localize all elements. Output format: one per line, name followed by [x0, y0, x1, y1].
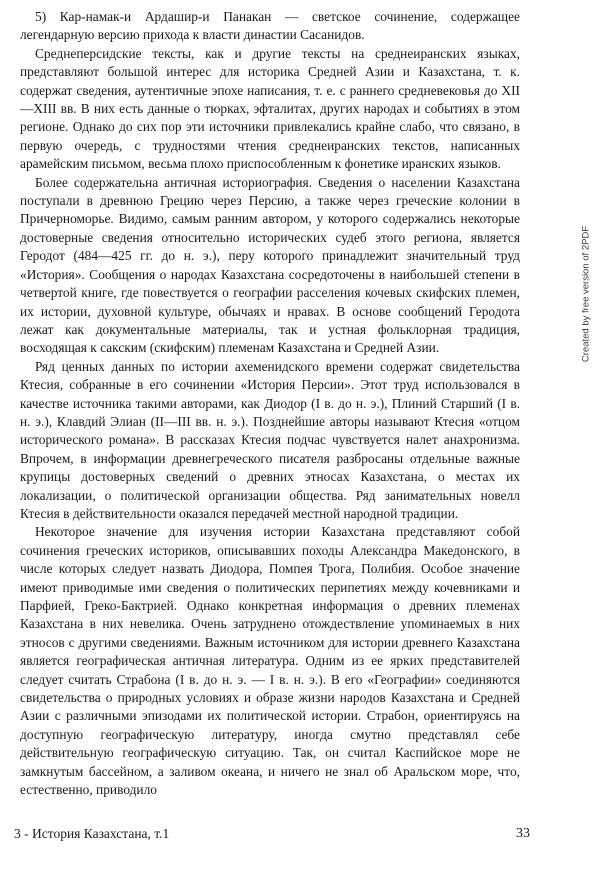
page-number: 33 [516, 826, 530, 841]
paragraph-middle-persian-texts: Среднеперсидские тексты, как и другие тексты на среднеиранских языках, представляют большой интерес для историка Средней Азии и Казахстана, т. к. содержат сведения, аутентичные эпохе написания, т. е. с раннего средневековья до XII—XIII вв. В них есть данные о тюрках, эфталитах, других народах и событиях в этом регионе. Однако до сих пор эти источники привлекались крайне слабо, что связано, в первую очередь, с трудностями чтения среднеиранских текстов, написанных арамейским письмом, весьма плохо приспособленным к фонетике иранских языков. [20, 45, 520, 172]
footer-signature: 3 - История Казахстана, т.1 [14, 826, 170, 841]
paragraph-greek-historians: Некоторое значение для изучения истории Казахстана представляют собой сочинения греческих историков, описывавших походы Александра Македонского, в числе которых следует назвать Диодора, Помпея Трога, Полибия. Особое значение имеют приводимые ими сведения о политических перипетиях между кочевниками и Парфией, Греко-Бактрией. Однако конкретная информация о древних племенах Казахстана в них невелика. Очень затруднено отождествление упоминаемых в них этносов с другими сведениями. Важным источником для истории древнего Казахстана является географическая античная литература. Одним из ее ярких представителей следует считать Страбона (I в. до н. э. — I в. н. э.). В его «Географии» соединяются свидетельства о природных условиях и образе жизни народов Казахстана и Средней Азии с различными эпизодами их политической истории. Страбон, ориентируясь на доступную географическую литературу, иногда смутно представлял себе действительную географическую ситуацию. Так, он считал Каспийское море не замкнутым бассейном, а заливом океана, и ничего не знал об Аральском море, что, естественно, приводило [20, 524, 520, 798]
watermark-text: Created by free version of 2PDF [580, 225, 592, 363]
paragraph-kar-namak: 5) Кар-намак-и Ардашир-и Панакан — светское сочинение, содержащее легендарную версию прихода к власти династии Сасанидов. [20, 9, 520, 43]
paragraph-ctesias: Ряд ценных данных по истории ахеменидского времени содержат свидетельства Ктесия, собранные в его сочинении «История Персии». Этот труд использовался в качестве источника такими авторами, как Диодор (I в. до н. э.), Плиний Старший (I в. н. э.), Клавдий Элиан (II—III вв. н. э.). Позднейшие авторы называют Ктесия «отцом исторического романа». В рассказах Ктесия подчас чувствуется налет анахронизма. Впрочем, в информации древнегреческого писателя разбросаны отдельные важные крупицы достоверных сведений о древних этносах Казахстана, о местах их локализации, о политической организации общества. Ряд занимательных новелл Ктесия в действительности оказался передачей местной народной традиции. [20, 358, 520, 521]
page-footer [14, 826, 530, 842]
page-body [20, 8, 520, 799]
paragraph-antique-historiography: Более содержательна античная историография. Сведения о населении Казахстана поступали в древнюю Грецию через Персию, а также через греческие колонии в Причерноморье. Видимо, самым ранним автором, у которого содержались некоторые достоверные сведения относительно исторических судеб этого региона, является Геродот (484—425 гг. до н. э.), перу которого принадлежит значительный труд «История». Сообщения о народах Казахстана сосредоточены в наибольшей степени в четвертой книге, где повествуется о географии расселения кочевых скифских племен, их истории, духовной культуре, обычаях и нравах. В основе сообщений Геродота лежат как документальные материалы, так и устная фольклорная традиция, восходящая к сакским (скифским) племенам Казахстана и Средней Азии. [20, 174, 520, 356]
